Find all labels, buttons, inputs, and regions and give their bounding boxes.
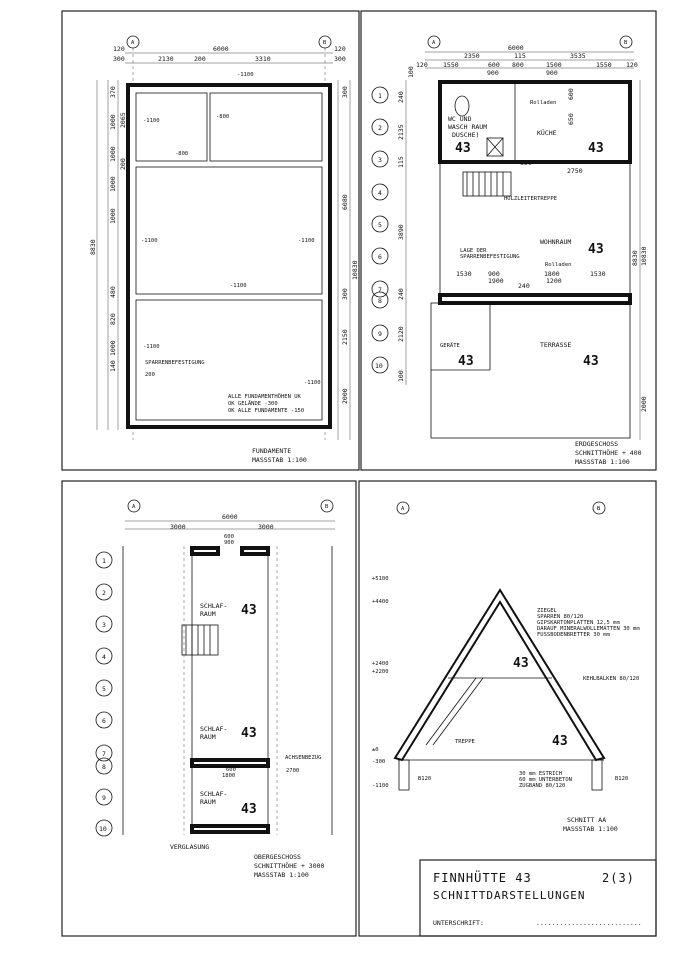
svg-text:1550: 1550 <box>596 61 612 69</box>
svg-text:ZUGBAND 80/120: ZUGBAND 80/120 <box>519 783 566 789</box>
svg-text:GERÄTE: GERÄTE <box>440 343 460 349</box>
svg-text:SCHNITTHÖHE + 400: SCHNITTHÖHE + 400 <box>575 449 642 457</box>
svg-text:100: 100 <box>407 66 415 78</box>
panel-title-erdgeschoss: ERDGESCHOSS <box>575 440 619 448</box>
grid-bubbles-eg <box>372 87 388 373</box>
svg-text:-300: -300 <box>372 759 386 765</box>
svg-text:KÜCHE: KÜCHE <box>537 129 557 137</box>
svg-text:115: 115 <box>397 156 405 168</box>
svg-text:SCHNITTHÖHE + 3000: SCHNITTHÖHE + 3000 <box>254 862 325 870</box>
svg-text:SPARREN 80/120: SPARREN 80/120 <box>537 614 584 620</box>
svg-text:-1100: -1100 <box>230 283 247 289</box>
svg-text:1500: 1500 <box>546 61 562 69</box>
svg-text:10: 10 <box>99 825 107 833</box>
svg-text:DARAUF MINERALWOLLEMATTEN 30 m: DARAUF MINERALWOLLEMATTEN 30 mm <box>537 626 640 632</box>
svg-text:1000: 1000 <box>109 176 117 192</box>
erdgeschoss-plan <box>372 36 648 466</box>
svg-text:200: 200 <box>145 372 155 378</box>
svg-text:3: 3 <box>102 621 106 629</box>
svg-text:1530: 1530 <box>590 270 606 278</box>
svg-text:WC UND: WC UND <box>448 115 472 123</box>
svg-text:1200: 1200 <box>546 277 562 285</box>
svg-text:43: 43 <box>455 141 471 156</box>
svg-text:3890: 3890 <box>397 224 405 240</box>
title-block-signature-label: UNTERSCHRIFT: <box>433 919 484 927</box>
svg-text:600: 600 <box>226 767 236 773</box>
svg-text:Rolladen: Rolladen <box>530 100 557 106</box>
svg-text:8: 8 <box>102 763 106 771</box>
svg-text:6080: 6080 <box>341 194 349 210</box>
svg-text:140: 140 <box>109 360 117 372</box>
svg-text:9: 9 <box>102 794 106 802</box>
svg-text:5: 5 <box>378 221 382 229</box>
svg-text:820: 820 <box>109 313 117 325</box>
svg-text:43: 43 <box>241 603 257 618</box>
svg-text:MASSSTAB 1:100: MASSSTAB 1:100 <box>575 458 630 466</box>
svg-text:3000: 3000 <box>170 523 186 531</box>
schnitt-aa-section <box>372 502 640 833</box>
svg-text:43: 43 <box>552 734 568 749</box>
title-block-subtitle: SCHNITTDARSTELLUNGEN <box>433 889 586 902</box>
svg-text:SCHLAF-: SCHLAF- <box>200 790 228 798</box>
svg-text:3535: 3535 <box>570 52 586 60</box>
svg-text:+4400: +4400 <box>372 599 389 605</box>
dim-top-6000: 6000 <box>213 45 229 53</box>
svg-text:+5100: +5100 <box>372 576 389 582</box>
svg-text:RAUM: RAUM <box>200 610 216 618</box>
svg-text:1000: 1000 <box>109 340 117 356</box>
svg-text:4: 4 <box>102 653 106 661</box>
panel-frame-schnitt <box>359 481 656 936</box>
svg-text:120: 120 <box>626 61 638 69</box>
svg-text:900: 900 <box>488 270 500 278</box>
svg-text:60 mm UNTERBETON: 60 mm UNTERBETON <box>519 777 572 783</box>
svg-text:3000: 3000 <box>258 523 274 531</box>
svg-text:900: 900 <box>546 69 558 77</box>
svg-text:7: 7 <box>102 750 106 758</box>
panel-title-fundamente: FUNDAMENTE <box>252 447 292 455</box>
svg-text:240: 240 <box>397 91 405 103</box>
svg-text:2120: 2120 <box>397 326 405 342</box>
svg-text:2065: 2065 <box>119 112 127 128</box>
svg-text:6000: 6000 <box>508 44 524 52</box>
svg-text:650: 650 <box>520 159 532 167</box>
svg-text:100: 100 <box>397 370 405 382</box>
svg-text:1800: 1800 <box>544 270 560 278</box>
svg-text:-800: -800 <box>175 151 189 157</box>
panel-title-schnitt: SCHNITT AA <box>567 816 607 824</box>
svg-text:A: A <box>432 40 436 46</box>
svg-text:800: 800 <box>512 61 524 69</box>
svg-text:43: 43 <box>241 802 257 817</box>
svg-text:900: 900 <box>224 540 234 546</box>
svg-text:B: B <box>624 40 628 46</box>
svg-text:300: 300 <box>341 86 349 98</box>
svg-text:WOHNRAUM: WOHNRAUM <box>540 238 572 246</box>
fundamente-plan <box>89 36 359 464</box>
svg-text:240: 240 <box>518 282 530 290</box>
svg-text:B: B <box>597 506 601 512</box>
svg-text:WASCH RAUM: WASCH RAUM <box>448 123 488 131</box>
title-block-name: FINNHÜTTE 43 <box>433 871 532 885</box>
obergeschoss-plan <box>96 500 335 879</box>
svg-text:240: 240 <box>397 288 405 300</box>
svg-text:1800: 1800 <box>222 773 236 779</box>
svg-text:2350: 2350 <box>464 52 480 60</box>
svg-text:200: 200 <box>119 158 127 170</box>
svg-text:43: 43 <box>241 726 257 741</box>
svg-text:DUSCHE): DUSCHE) <box>452 131 480 139</box>
svg-text:SPARRENBEFESTIGUNG: SPARRENBEFESTIGUNG <box>460 254 520 260</box>
sparren-label: SPARRENBEFESTIGUNG <box>145 360 205 366</box>
dim-top-120-right: 120 <box>334 45 346 53</box>
svg-text:9: 9 <box>378 330 382 338</box>
svg-text:-800: -800 <box>216 114 230 120</box>
svg-text:±0: ±0 <box>372 747 379 753</box>
svg-text:+2200: +2200 <box>372 669 389 675</box>
dim-top-300-right: 300 <box>334 55 346 63</box>
svg-text:-1100: -1100 <box>237 72 254 78</box>
svg-text:6: 6 <box>102 717 106 725</box>
svg-text:OK GELÄNDE -300: OK GELÄNDE -300 <box>228 401 278 407</box>
svg-text:KEHLBALKEN 80/120: KEHLBALKEN 80/120 <box>583 676 640 682</box>
axis-label-b: B <box>323 40 327 46</box>
svg-text:+2400: +2400 <box>372 661 389 667</box>
svg-text:2150: 2150 <box>341 329 349 345</box>
svg-text:1530: 1530 <box>456 270 472 278</box>
svg-text:HOLZLEITERTREPPE: HOLZLEITERTREPPE <box>504 196 557 202</box>
svg-text:8830: 8830 <box>631 250 639 266</box>
svg-text:6: 6 <box>378 253 382 261</box>
svg-text:ACHSENBEZUG: ACHSENBEZUG <box>285 755 322 761</box>
dim-top-120-left: 120 <box>113 45 125 53</box>
svg-text:43: 43 <box>588 141 604 156</box>
dim-top-2130: 2130 <box>158 55 174 63</box>
svg-text:B120: B120 <box>615 776 629 782</box>
svg-text:1000: 1000 <box>109 114 117 130</box>
svg-text:2750: 2750 <box>567 167 583 175</box>
svg-text:1: 1 <box>378 92 382 100</box>
svg-text:TERRASSE: TERRASSE <box>540 341 572 349</box>
svg-text:2: 2 <box>102 589 106 597</box>
title-block-sheet: 2(3) <box>602 871 635 885</box>
svg-text:370: 370 <box>109 86 117 98</box>
svg-text:7: 7 <box>378 286 382 294</box>
svg-text:OK ALLE FUNDAMENTE -150: OK ALLE FUNDAMENTE -150 <box>228 408 305 414</box>
svg-text:1000: 1000 <box>109 146 117 162</box>
svg-text:SCHLAF-: SCHLAF- <box>200 725 228 733</box>
svg-text:-1100: -1100 <box>143 344 160 350</box>
svg-text:6000: 6000 <box>222 513 238 521</box>
svg-text:ZIEGEL: ZIEGEL <box>537 608 557 614</box>
svg-text:A: A <box>132 504 136 510</box>
svg-text:1550: 1550 <box>443 61 459 69</box>
svg-text:B120: B120 <box>418 776 432 782</box>
svg-text:43: 43 <box>513 656 529 671</box>
svg-text:MASSSTAB 1:100: MASSSTAB 1:100 <box>563 825 618 833</box>
svg-text:-1100: -1100 <box>143 118 160 124</box>
svg-text:VERGLASUNG: VERGLASUNG <box>170 843 210 851</box>
svg-text:4: 4 <box>378 189 382 197</box>
svg-text:FUSSBODENBRETTER 30 mm: FUSSBODENBRETTER 30 mm <box>537 632 610 638</box>
svg-text:2000: 2000 <box>640 396 648 412</box>
svg-text:SCHLAF-: SCHLAF- <box>200 602 228 610</box>
svg-text:ALLE FUNDAMENTHÖHEN UK: ALLE FUNDAMENTHÖHEN UK <box>228 394 301 400</box>
svg-text:30 mm ESTRICH: 30 mm ESTRICH <box>519 771 563 777</box>
title-block <box>420 860 656 936</box>
svg-text:LAGE DER: LAGE DER <box>460 248 487 254</box>
svg-text:300: 300 <box>341 288 349 300</box>
svg-text:-1100: -1100 <box>372 783 389 789</box>
svg-text:MASSSTAB 1:100: MASSSTAB 1:100 <box>254 871 309 879</box>
panel-frame-erdgeschoss <box>361 11 656 470</box>
svg-text:2700: 2700 <box>286 768 300 774</box>
svg-text:B: B <box>325 504 329 510</box>
svg-text:5: 5 <box>102 685 106 693</box>
dim-total-8830: 8830 <box>89 239 97 255</box>
dim-top-200: 200 <box>194 55 206 63</box>
dim-top-3310: 3310 <box>255 55 271 63</box>
svg-text:8: 8 <box>378 297 382 305</box>
svg-text:10830: 10830 <box>640 246 648 266</box>
svg-text:A: A <box>401 506 405 512</box>
svg-text:1900: 1900 <box>488 277 504 285</box>
svg-text:900: 900 <box>487 69 499 77</box>
dim-total-10830: 10830 <box>351 260 359 280</box>
svg-text:RAUM: RAUM <box>200 798 216 806</box>
svg-text:2000: 2000 <box>341 388 349 404</box>
svg-text:1000: 1000 <box>109 208 117 224</box>
svg-text:2135: 2135 <box>397 124 405 140</box>
svg-text:-1100: -1100 <box>298 238 315 244</box>
svg-text:650: 650 <box>567 113 575 125</box>
svg-text:1: 1 <box>102 557 106 565</box>
svg-text:3: 3 <box>378 156 382 164</box>
title-block-signature-line: ........................... <box>536 919 642 927</box>
svg-text:115: 115 <box>514 52 526 60</box>
grid-bubbles-og <box>96 552 112 836</box>
svg-text:43: 43 <box>588 242 604 257</box>
svg-text:600: 600 <box>224 534 234 540</box>
svg-text:GIPSKARTONPLATTEN 12,5 mm: GIPSKARTONPLATTEN 12,5 mm <box>537 620 620 626</box>
svg-text:2: 2 <box>378 124 382 132</box>
svg-text:RAUM: RAUM <box>200 733 216 741</box>
dim-top-300-left: 300 <box>113 55 125 63</box>
footing-outline <box>128 85 330 427</box>
svg-text:-1100: -1100 <box>304 380 321 386</box>
svg-text:43: 43 <box>583 354 599 369</box>
axis-label-a: A <box>131 40 135 46</box>
svg-text:43: 43 <box>458 354 474 369</box>
svg-text:120: 120 <box>416 61 428 69</box>
svg-text:-1100: -1100 <box>141 238 158 244</box>
svg-text:480: 480 <box>109 286 117 298</box>
panel-title-obergeschoss: OBERGESCHOSS <box>254 853 301 861</box>
svg-text:600: 600 <box>567 88 575 100</box>
panel-scale-fundamente: MASSSTAB 1:100 <box>252 456 307 464</box>
svg-text:Rolladen: Rolladen <box>545 262 572 268</box>
svg-text:600: 600 <box>488 61 500 69</box>
svg-text:10: 10 <box>375 362 383 370</box>
svg-text:TREPPE: TREPPE <box>455 739 475 745</box>
